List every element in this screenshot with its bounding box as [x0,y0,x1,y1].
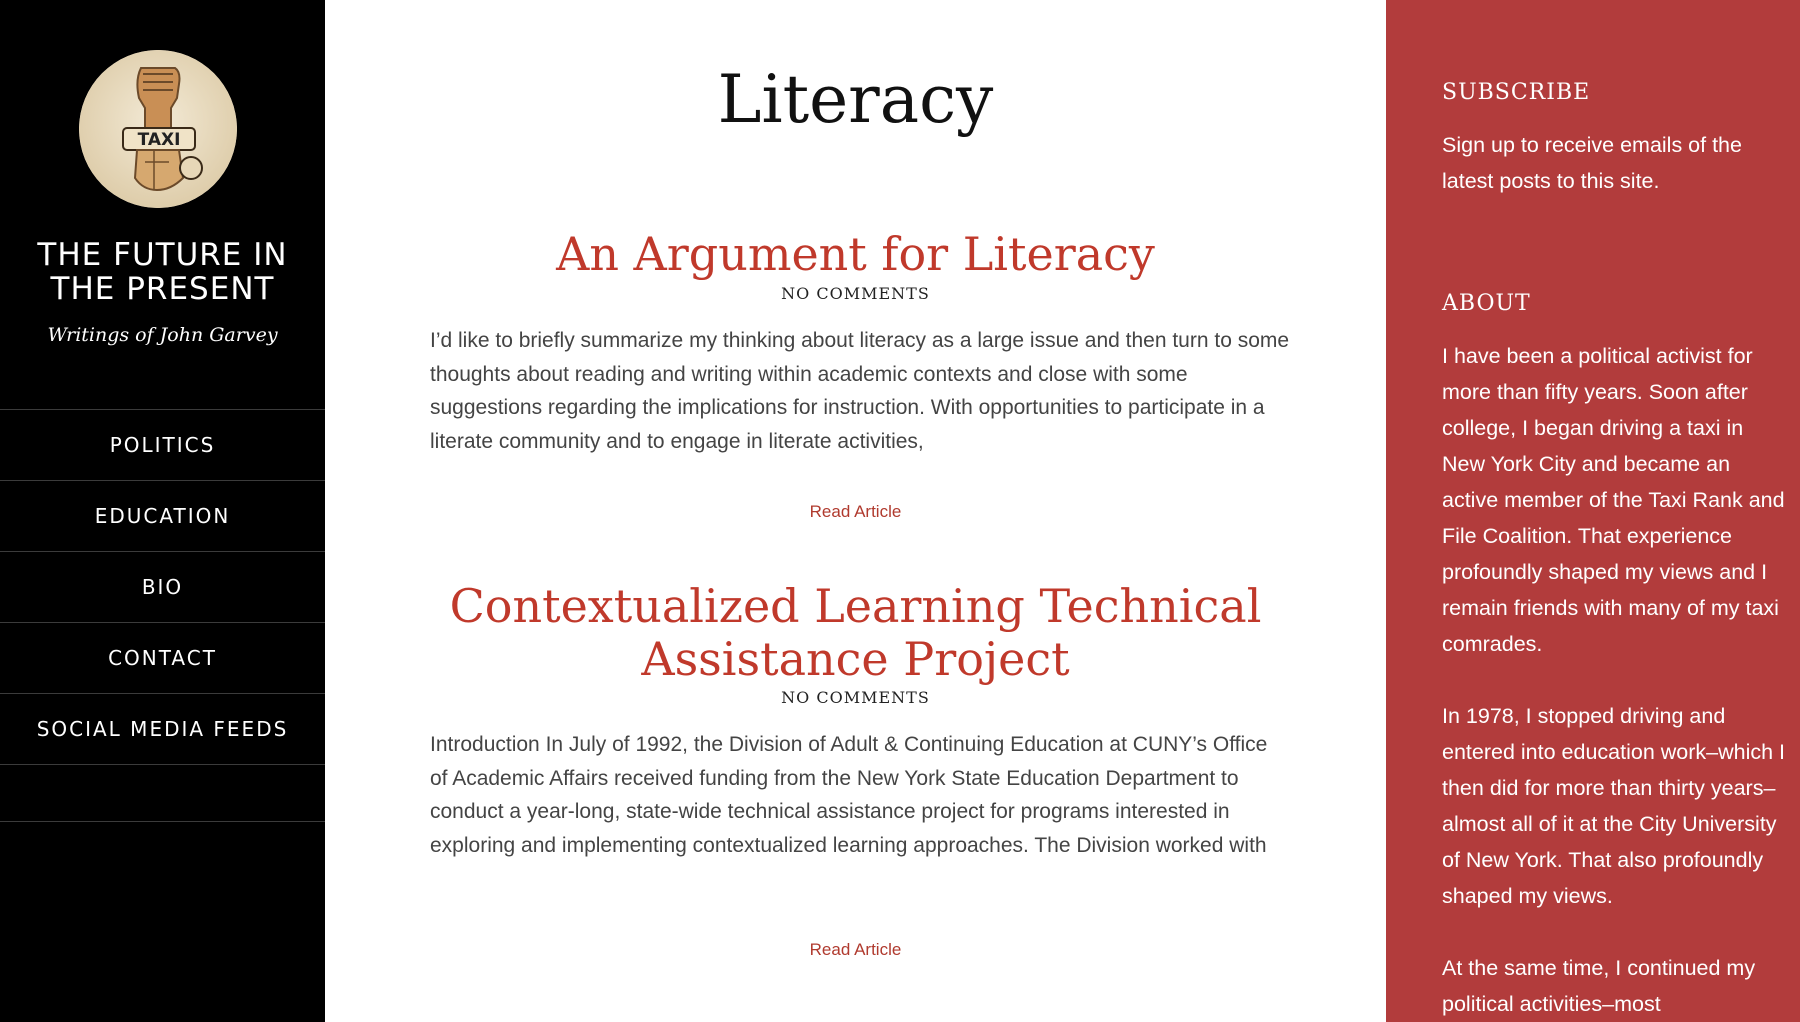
post-title-link[interactable]: An Argument for Literacy [556,227,1155,281]
nav-item-social-media-feeds[interactable]: SOCIAL MEDIA FEEDS [0,694,325,765]
main-content [325,0,1386,1022]
site-logo-link[interactable] [79,50,237,208]
read-article-link[interactable]: Read Article [809,940,902,959]
nav-item-contact[interactable]: CONTACT [0,623,325,694]
right-sidebar [1386,0,1800,1022]
nav-item-politics[interactable]: POLITICS [0,410,325,481]
nav-item-education[interactable]: EDUCATION [0,481,325,552]
read-article-link[interactable]: Read Article [809,502,902,521]
post-excerpt: I’d like to briefly summarize my thinking about literacy as a large issue and then turn to some thoughts about reading and writing within academic contexts and close with some suggestions regarding the implications for instruction. With opportunities to participate in a literate community and to engage in literate activities, [430,329,1290,453]
subscribe-text: Sign up to receive emails of the latest posts to this site. [1442,133,1742,193]
nav-item-bio[interactable]: BIO [0,552,325,623]
post-comments-link[interactable]: NO COMMENTS [781,688,930,707]
nav-divider [0,765,325,822]
post-excerpt: Introduction In July of 1992, the Division of Adult & Continuing Education at CUNY’s Office of Academic Affairs received funding from the New York State Education Department to conduct a year-long, state-wide technical assistance project for programs interested in exploring and implementing contextualized learning approaches. The Division worked with [430,733,1268,857]
site-title[interactable]: THE FUTURE IN THE PRESENT [37,237,288,307]
post-title-link[interactable]: Contextualized Learning Technical Assistance Project [449,579,1262,686]
post-comments-link[interactable]: NO COMMENTS [781,284,930,303]
subscribe-widget-title: SUBSCRIBE [1442,80,1591,105]
main-navigation [0,409,325,822]
about-paragraph: At the same time, I continued my political activities–most [1442,956,1756,1016]
about-widget-title: ABOUT [1442,291,1531,316]
about-paragraph: I have been a political activist for more than fifty years. Soon after college, I began driving a taxi in New York City and became an active member of the Taxi Rank and File Coalition. That experience profoundly shaped my views and I remain friends with many of my taxi comrades. [1442,344,1785,656]
site-tagline: Writings of John Garvey [47,324,278,346]
left-sidebar [0,0,325,1022]
logo-text: TAXI [137,130,181,150]
page-title: Literacy [717,61,994,138]
about-paragraph: In 1978, I stopped driving and entered into education work–which I then did for more than thirty years–almost all of it at the City University of New York. That also profoundly shaped my views. [1442,704,1786,908]
taxi-fist-logo-icon [79,50,237,208]
